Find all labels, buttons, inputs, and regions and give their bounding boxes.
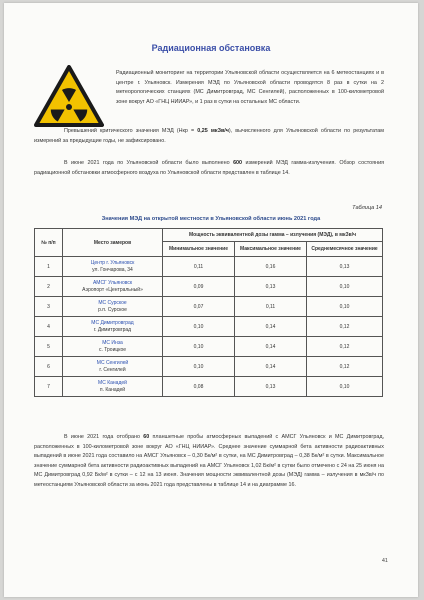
paragraph-2-text-a: Превышений критического значения МЭД (Нкр = (64, 128, 198, 134)
avg-value: 0,12 (307, 317, 383, 337)
min-value: 0,08 (163, 377, 235, 397)
header-num: № п/п (35, 229, 63, 257)
header-min: Минимальное значение (163, 242, 235, 257)
station-cell (63, 297, 163, 317)
header-avg: Среднемесячное значение (307, 242, 383, 257)
station-location: г. Димитровград (93, 326, 132, 333)
header-dose-group: Мощность эквивалентной дозы гамма – излучения (МЭД), в мкЗв/ч (163, 229, 383, 242)
table-number: Таблица 14 (352, 205, 382, 211)
table-row (35, 357, 383, 377)
station-name: МС Сурское (98, 300, 127, 307)
page-number: 41 (381, 558, 388, 564)
med-table (34, 228, 383, 397)
station-location: Аэропорт «Центральный» (82, 286, 143, 293)
row-number: 5 (35, 337, 63, 357)
paragraph-3 (34, 159, 384, 178)
avg-value: 0,12 (307, 337, 383, 357)
row-number: 3 (35, 297, 63, 317)
min-value: 0,07 (163, 297, 235, 317)
paragraph-4 (34, 433, 384, 491)
sample-count: 60 (143, 434, 150, 440)
table-row (35, 297, 383, 317)
station-name: АМСГ Ульяновск (92, 280, 133, 287)
row-number: 4 (35, 317, 63, 337)
avg-value: 0,12 (307, 357, 383, 377)
row-number: 1 (35, 257, 63, 277)
station-location: п. Канадей (99, 386, 126, 393)
station-name: МС Инза (102, 340, 123, 347)
min-value: 0,11 (163, 257, 235, 277)
min-value: 0,10 (163, 337, 235, 357)
min-value: 0,10 (163, 357, 235, 377)
avg-value: 0,10 (307, 277, 383, 297)
paragraph-2 (34, 127, 384, 146)
header-max: Максимальное значение (235, 242, 307, 257)
table-caption: Значения МЭД на открытой местности в Ульяновской области июнь 2021 года (101, 216, 321, 222)
max-value: 0,11 (235, 297, 307, 317)
max-value: 0,14 (235, 357, 307, 377)
paragraph-4-text-c: планшетные пробы атмосферных выпадений с АМСГ Ульяновск и МС Димитровград, расположенных в 100-километровой зоне вокруг АО «ГНЦ НИИАР». Среднее значение суммарной бета активности радиоактивных выпадений в июне 2021 года составило на АМСГ Ульяновск – 0,30 Бк/м² в сутки, на МС Димитровград – 0,38 Бк/м² в сутки. Максимальное значение суммарной бета активности радиоактивных выпадений на АМСГ Ульяновск 1,02 Бк/м² в сутки было отмечено с 24 на 25 июня на МС Димитровград 0,92 Бк/м² в сутки – с 12 на 13 июня. Значения мощности эквивалентной дозы (МЭД) гамма – излучения в мкЗв/ч по метеостанциям Ульяновской области за июнь 2021 года представлены в таблице 14 и на диаграмме 16. (34, 434, 384, 488)
station-cell (63, 377, 163, 397)
critical-value: 0,25 мкЗв/ч (197, 128, 229, 134)
station-name: Центр г. Ульяновск (90, 260, 135, 267)
max-value: 0,13 (235, 377, 307, 397)
station-name: МС Димитровград (91, 320, 134, 327)
row-number: 6 (35, 357, 63, 377)
max-value: 0,16 (235, 257, 307, 277)
station-cell (63, 317, 163, 337)
avg-value: 0,10 (307, 297, 383, 317)
paragraph-2-text-c: ), вычисленного для Ульяновской области по результатам измерений за предыдущие годы, не зафиксировано. (34, 128, 384, 144)
paragraph-1 (116, 69, 384, 107)
station-location: г. Сенгилей (99, 366, 126, 373)
radiation-hazard-icon (34, 65, 104, 127)
table-row (35, 377, 383, 397)
paragraph-3-text-a: В июне 2021 года по Ульяновской области было выполнено (64, 160, 234, 166)
max-value: 0,14 (235, 317, 307, 337)
header-place: Место замеров (63, 229, 163, 257)
avg-value: 0,10 (307, 377, 383, 397)
row-number: 2 (35, 277, 63, 297)
station-location: ул. Гончарова, 34 (92, 266, 133, 273)
measurement-count: 600 (233, 160, 243, 166)
station-cell (63, 337, 163, 357)
paragraph-1-text: Радиационный мониторинг на территории Ульяновской области осуществляется на 6 метеостанциях и в центре г. Ульяновск. Измерения МЭД по Ульяновской области проводятся 8 раз в сутки на 2 метеорологических станциях (МС Димитровград, МС Сенгилей), расположенных в 100-километровой зоне вокруг АО «ГНЦ НИИАР», и 1 раз в сутки на остальных МС области. (116, 70, 384, 105)
table-row (35, 337, 383, 357)
table-row (35, 257, 383, 277)
min-value: 0,09 (163, 277, 235, 297)
table-row (35, 277, 383, 297)
station-name: МС Сенгилей (96, 360, 129, 367)
table-body (35, 257, 383, 397)
station-location: р.п. Сурское (98, 306, 127, 313)
paragraph-4-text-a: В июне 2021 года отобрано (64, 434, 144, 440)
table-row (35, 317, 383, 337)
station-cell (63, 277, 163, 297)
document-page (4, 3, 418, 597)
paragraph-3-text-c: измерений МЭД гамма-излучения. Обзор состояния радиационной обстановки атмосферного воздуха по Ульяновской области представлен в таблице 14. (34, 160, 384, 176)
max-value: 0,13 (235, 277, 307, 297)
station-name: МС Канадей (98, 380, 127, 387)
station-location: с. Троицкое (98, 346, 127, 353)
max-value: 0,14 (235, 337, 307, 357)
station-cell (63, 257, 163, 277)
station-cell (63, 357, 163, 377)
row-number: 7 (35, 377, 63, 397)
min-value: 0,10 (163, 317, 235, 337)
avg-value: 0,13 (307, 257, 383, 277)
page-title: Радиационная обстановка (151, 43, 271, 53)
